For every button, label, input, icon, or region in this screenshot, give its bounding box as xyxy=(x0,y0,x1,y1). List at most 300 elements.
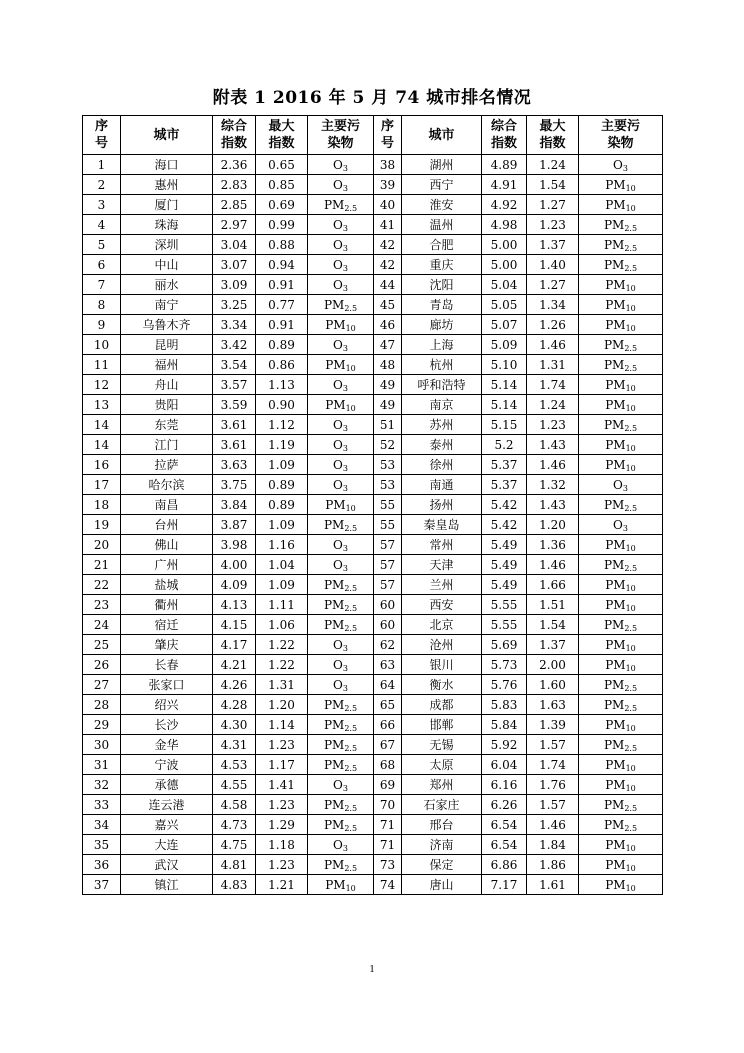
cell-pollutant-right xyxy=(579,155,663,175)
cell-composite-right: 4.89 xyxy=(482,155,527,175)
cell-composite-left: 3.57 xyxy=(213,375,256,395)
cell-composite-right: 7.17 xyxy=(482,875,527,895)
cell-composite-right: 5.83 xyxy=(482,695,527,715)
cell-composite-left: 3.54 xyxy=(213,355,256,375)
cell-city-right: 北京 xyxy=(402,615,482,635)
cell-max-left: 1.11 xyxy=(256,595,308,615)
cell-city-left: 武汉 xyxy=(121,855,213,875)
cell-max-right: 1.20 xyxy=(527,515,579,535)
cell-seq-right: 42 xyxy=(374,235,402,255)
cell-composite-left: 2.36 xyxy=(213,155,256,175)
cell-composite-right: 5.14 xyxy=(482,395,527,415)
cell-max-left: 1.18 xyxy=(256,835,308,855)
cell-composite-right: 5.00 xyxy=(482,255,527,275)
pollutant-subscript: 3 xyxy=(342,843,348,853)
cell-composite-right: 5.2 xyxy=(482,435,527,455)
cell-max-left: 0.89 xyxy=(256,335,308,355)
cell-max-right: 1.63 xyxy=(527,695,579,715)
cell-pollutant-left xyxy=(308,295,374,315)
cell-composite-left: 2.97 xyxy=(213,215,256,235)
cell-seq-left: 16 xyxy=(83,455,121,475)
table-row xyxy=(83,755,663,775)
cell-city-right: 徐州 xyxy=(402,455,482,475)
cell-pollutant-right xyxy=(579,575,663,595)
cell-max-left: 0.91 xyxy=(256,275,308,295)
cell-max-right: 1.46 xyxy=(527,815,579,835)
pollutant-base: O xyxy=(613,477,623,492)
cell-city-left: 张家口 xyxy=(121,675,213,695)
pollutant-base: O xyxy=(333,557,343,572)
cell-composite-right: 5.55 xyxy=(482,615,527,635)
header-pollutant-left: 主要污 染物 xyxy=(308,116,374,155)
cell-city-left: 嘉兴 xyxy=(121,815,213,835)
pollutant-base: PM xyxy=(605,457,626,472)
pollutant-base: PM xyxy=(603,737,625,752)
pollutant-subscript: 10 xyxy=(625,763,636,773)
cell-pollutant-right xyxy=(579,435,663,455)
cell-max-right: 1.54 xyxy=(527,175,579,195)
pollutant-subscript: 2.5 xyxy=(344,623,358,633)
cell-composite-left: 3.98 xyxy=(213,535,256,555)
cell-composite-right: 5.05 xyxy=(482,295,527,315)
cell-seq-left: 7 xyxy=(83,275,121,295)
cell-max-right: 1.57 xyxy=(527,735,579,755)
pollutant-subscript: 3 xyxy=(342,543,348,553)
cell-pollutant-left xyxy=(308,715,374,735)
cell-seq-right: 49 xyxy=(374,375,402,395)
cell-pollutant-right xyxy=(579,795,663,815)
cell-city-left: 绍兴 xyxy=(121,695,213,715)
pollutant-base: O xyxy=(333,377,343,392)
cell-seq-left: 14 xyxy=(83,435,121,455)
pollutant-subscript: 3 xyxy=(342,243,348,253)
cell-pollutant-left xyxy=(308,655,374,675)
cell-max-left: 1.09 xyxy=(256,455,308,475)
cell-composite-left: 4.30 xyxy=(213,715,256,735)
cell-city-right: 沈阳 xyxy=(402,275,482,295)
cell-city-right: 上海 xyxy=(402,335,482,355)
pollutant-subscript: 2.5 xyxy=(344,823,358,833)
pollutant-base: PM xyxy=(605,597,626,612)
cell-max-left: 1.22 xyxy=(256,655,308,675)
header-composite-right: 综合 指数 xyxy=(482,116,527,155)
cell-max-right: 1.34 xyxy=(527,295,579,315)
pollutant-subscript: 10 xyxy=(625,863,636,873)
pollutant-subscript: 2.5 xyxy=(344,863,358,873)
cell-seq-left: 23 xyxy=(83,595,121,615)
cell-max-right: 1.36 xyxy=(527,535,579,555)
pollutant-base: PM xyxy=(323,857,345,872)
cell-pollutant-right xyxy=(579,595,663,615)
cell-max-left: 1.19 xyxy=(256,435,308,455)
cell-seq-right: 48 xyxy=(374,355,402,375)
cell-seq-right: 47 xyxy=(374,335,402,355)
cell-seq-left: 13 xyxy=(83,395,121,415)
cell-pollutant-right xyxy=(579,335,663,355)
pollutant-base: PM xyxy=(325,497,346,512)
cell-pollutant-right xyxy=(579,615,663,635)
table-row xyxy=(83,835,663,855)
cell-max-right: 1.46 xyxy=(527,455,579,475)
cell-composite-left: 4.26 xyxy=(213,675,256,695)
pollutant-base: PM xyxy=(323,817,345,832)
cell-city-left: 江门 xyxy=(121,435,213,455)
pollutant-base: O xyxy=(333,217,343,232)
table-row xyxy=(83,695,663,715)
cell-pollutant-left xyxy=(308,835,374,855)
table-row xyxy=(83,515,663,535)
pollutant-base: PM xyxy=(605,637,626,652)
cell-seq-left: 19 xyxy=(83,515,121,535)
pollutant-subscript: 10 xyxy=(625,783,636,793)
cell-city-left: 惠州 xyxy=(121,175,213,195)
cell-max-left: 1.29 xyxy=(256,815,308,835)
cell-city-left: 贵阳 xyxy=(121,395,213,415)
pollutant-base: PM xyxy=(325,357,346,372)
cell-city-left: 连云港 xyxy=(121,795,213,815)
pollutant-base: PM xyxy=(603,417,625,432)
pollutant-subscript: 2.5 xyxy=(344,723,358,733)
pollutant-subscript: 3 xyxy=(342,483,348,493)
cell-pollutant-right xyxy=(579,275,663,295)
cell-pollutant-left xyxy=(308,515,374,535)
cell-max-left: 1.12 xyxy=(256,415,308,435)
cell-city-left: 厦门 xyxy=(121,195,213,215)
pollutant-base: O xyxy=(613,517,623,532)
cell-composite-left: 3.61 xyxy=(213,415,256,435)
cell-pollutant-left xyxy=(308,615,374,635)
cell-pollutant-left xyxy=(308,495,374,515)
header-row xyxy=(83,116,663,155)
cell-city-right: 湖州 xyxy=(402,155,482,175)
pollutant-base: PM xyxy=(603,617,625,632)
cell-seq-right: 57 xyxy=(374,575,402,595)
cell-pollutant-right xyxy=(579,255,663,275)
cell-max-left: 0.90 xyxy=(256,395,308,415)
pollutant-base: O xyxy=(333,257,343,272)
header-max-left: 最大 指数 xyxy=(256,116,308,155)
cell-pollutant-left xyxy=(308,675,374,695)
cell-max-left: 1.09 xyxy=(256,575,308,595)
pollutant-base: PM xyxy=(605,757,626,772)
pollutant-subscript: 2.5 xyxy=(344,703,358,713)
cell-composite-left: 4.09 xyxy=(213,575,256,595)
cell-pollutant-right xyxy=(579,195,663,215)
table-row xyxy=(83,735,663,755)
cell-composite-right: 5.73 xyxy=(482,655,527,675)
pollutant-base: PM xyxy=(325,317,346,332)
table-row xyxy=(83,215,663,235)
cell-seq-right: 66 xyxy=(374,715,402,735)
cell-city-right: 青岛 xyxy=(402,295,482,315)
cell-composite-right: 5.42 xyxy=(482,515,527,535)
table-row xyxy=(83,295,663,315)
cell-composite-right: 5.14 xyxy=(482,375,527,395)
cell-seq-left: 37 xyxy=(83,875,121,895)
cell-composite-right: 5.55 xyxy=(482,595,527,615)
cell-max-right: 1.46 xyxy=(527,555,579,575)
cell-city-right: 无锡 xyxy=(402,735,482,755)
cell-composite-right: 5.42 xyxy=(482,495,527,515)
pollutant-subscript: 2.5 xyxy=(624,363,638,373)
cell-composite-left: 3.04 xyxy=(213,235,256,255)
cell-max-right: 1.32 xyxy=(527,475,579,495)
cell-pollutant-right xyxy=(579,175,663,195)
cell-city-right: 郑州 xyxy=(402,775,482,795)
pollutant-base: O xyxy=(333,477,343,492)
pollutant-base: PM xyxy=(603,337,625,352)
pollutant-base: O xyxy=(613,157,623,172)
cell-composite-left: 4.75 xyxy=(213,835,256,855)
cell-pollutant-left xyxy=(308,775,374,795)
cell-seq-right: 74 xyxy=(374,875,402,895)
table-row xyxy=(83,355,663,375)
cell-city-right: 天津 xyxy=(402,555,482,575)
cell-city-right: 太原 xyxy=(402,755,482,775)
cell-city-left: 承德 xyxy=(121,775,213,795)
table-row xyxy=(83,495,663,515)
pollutant-subscript: 10 xyxy=(625,883,636,893)
cell-city-left: 丽水 xyxy=(121,275,213,295)
pollutant-subscript: 3 xyxy=(622,523,628,533)
cell-seq-right: 63 xyxy=(374,655,402,675)
cell-seq-right: 65 xyxy=(374,695,402,715)
header-city-right: 城市 xyxy=(402,116,482,155)
cell-composite-left: 4.21 xyxy=(213,655,256,675)
cell-composite-right: 4.92 xyxy=(482,195,527,215)
cell-pollutant-left xyxy=(308,815,374,835)
pollutant-base: PM xyxy=(323,717,345,732)
cell-pollutant-right xyxy=(579,775,663,795)
pollutant-base: PM xyxy=(323,737,345,752)
pollutant-subscript: 3 xyxy=(342,343,348,353)
pollutant-base: PM xyxy=(323,617,345,632)
cell-seq-right: 69 xyxy=(374,775,402,795)
cell-max-right: 1.46 xyxy=(527,335,579,355)
cell-max-right: 1.84 xyxy=(527,835,579,855)
cell-composite-right: 5.37 xyxy=(482,475,527,495)
header-composite-left: 综合 指数 xyxy=(213,116,256,155)
pollutant-subscript: 3 xyxy=(342,263,348,273)
cell-city-left: 盐城 xyxy=(121,575,213,595)
pollutant-base: PM xyxy=(605,877,626,892)
cell-max-right: 1.39 xyxy=(527,715,579,735)
pollutant-base: PM xyxy=(605,377,626,392)
cell-pollutant-left xyxy=(308,375,374,395)
table-row xyxy=(83,195,663,215)
pollutant-base: PM xyxy=(605,777,626,792)
cell-max-right: 2.00 xyxy=(527,655,579,675)
table-row xyxy=(83,415,663,435)
cell-city-left: 拉萨 xyxy=(121,455,213,475)
pollutant-subscript: 10 xyxy=(625,183,636,193)
cell-city-right: 苏州 xyxy=(402,415,482,435)
pollutant-subscript: 2.5 xyxy=(344,763,358,773)
cell-city-left: 金华 xyxy=(121,735,213,755)
pollutant-subscript: 2.5 xyxy=(624,503,638,513)
pollutant-base: O xyxy=(333,237,343,252)
table-row xyxy=(83,275,663,295)
cell-pollutant-right xyxy=(579,635,663,655)
pollutant-base: PM xyxy=(603,237,625,252)
pollutant-base: O xyxy=(333,417,343,432)
pollutant-base: O xyxy=(333,177,343,192)
cell-seq-left: 36 xyxy=(83,855,121,875)
cell-max-left: 1.13 xyxy=(256,375,308,395)
cell-composite-left: 4.58 xyxy=(213,795,256,815)
cell-pollutant-left xyxy=(308,855,374,875)
header-max-right: 最大 指数 xyxy=(527,116,579,155)
pollutant-subscript: 2.5 xyxy=(344,803,358,813)
pollutant-subscript: 2.5 xyxy=(624,803,638,813)
cell-max-left: 1.04 xyxy=(256,555,308,575)
cell-pollutant-left xyxy=(308,215,374,235)
cell-city-right: 合肥 xyxy=(402,235,482,255)
cell-max-right: 1.27 xyxy=(527,195,579,215)
cell-city-left: 哈尔滨 xyxy=(121,475,213,495)
cell-composite-right: 6.54 xyxy=(482,835,527,855)
pollutant-subscript: 2.5 xyxy=(344,743,358,753)
cell-pollutant-left xyxy=(308,475,374,495)
table-row xyxy=(83,595,663,615)
cell-max-left: 1.14 xyxy=(256,715,308,735)
cell-seq-left: 32 xyxy=(83,775,121,795)
cell-composite-left: 4.15 xyxy=(213,615,256,635)
cell-seq-right: 57 xyxy=(374,535,402,555)
cell-max-right: 1.37 xyxy=(527,235,579,255)
cell-max-right: 1.31 xyxy=(527,355,579,375)
cell-composite-left: 3.42 xyxy=(213,335,256,355)
cell-pollutant-right xyxy=(579,375,663,395)
cell-composite-left: 3.59 xyxy=(213,395,256,415)
cell-seq-right: 57 xyxy=(374,555,402,575)
pollutant-subscript: 10 xyxy=(345,883,356,893)
cell-city-left: 大连 xyxy=(121,835,213,855)
cell-pollutant-left xyxy=(308,335,374,355)
cell-pollutant-right xyxy=(579,875,663,895)
pollutant-subscript: 3 xyxy=(342,423,348,433)
cell-pollutant-right xyxy=(579,455,663,475)
pollutant-subscript: 3 xyxy=(342,183,348,193)
pollutant-subscript: 10 xyxy=(345,503,356,513)
cell-max-right: 1.43 xyxy=(527,495,579,515)
cell-seq-left: 20 xyxy=(83,535,121,555)
cell-pollutant-left xyxy=(308,395,374,415)
cell-seq-right: 67 xyxy=(374,735,402,755)
cell-pollutant-left xyxy=(308,595,374,615)
pollutant-base: PM xyxy=(325,397,346,412)
cell-city-left: 镇江 xyxy=(121,875,213,895)
cell-max-right: 1.51 xyxy=(527,595,579,615)
pollutant-base: O xyxy=(333,637,343,652)
cell-pollutant-right xyxy=(579,495,663,515)
cell-seq-right: 52 xyxy=(374,435,402,455)
pollutant-subscript: 10 xyxy=(625,603,636,613)
pollutant-base: PM xyxy=(603,217,625,232)
pollutant-subscript: 10 xyxy=(625,383,636,393)
cell-max-left: 0.94 xyxy=(256,255,308,275)
cell-max-left: 0.86 xyxy=(256,355,308,375)
cell-city-right: 唐山 xyxy=(402,875,482,895)
cell-max-right: 1.23 xyxy=(527,415,579,435)
cell-pollutant-left xyxy=(308,195,374,215)
pollutant-subscript: 3 xyxy=(342,783,348,793)
cell-city-left: 乌鲁木齐 xyxy=(121,315,213,335)
cell-max-right: 1.40 xyxy=(527,255,579,275)
cell-max-right: 1.74 xyxy=(527,755,579,775)
pollutant-subscript: 3 xyxy=(342,163,348,173)
cell-city-right: 泰州 xyxy=(402,435,482,455)
cell-composite-right: 5.49 xyxy=(482,555,527,575)
cell-max-left: 0.88 xyxy=(256,235,308,255)
pollutant-base: PM xyxy=(603,497,625,512)
cell-city-right: 呼和浩特 xyxy=(402,375,482,395)
cell-composite-right: 5.09 xyxy=(482,335,527,355)
pollutant-base: PM xyxy=(603,817,625,832)
table-row xyxy=(83,235,663,255)
table-row xyxy=(83,155,663,175)
pollutant-subscript: 3 xyxy=(342,683,348,693)
pollutant-base: PM xyxy=(603,797,625,812)
pollutant-base: O xyxy=(333,657,343,672)
pollutant-base: O xyxy=(333,457,343,472)
pollutant-subscript: 10 xyxy=(625,543,636,553)
pollutant-base: PM xyxy=(605,297,626,312)
pollutant-base: O xyxy=(333,677,343,692)
cell-city-left: 南昌 xyxy=(121,495,213,515)
cell-pollutant-left xyxy=(308,555,374,575)
cell-pollutant-left xyxy=(308,795,374,815)
page-number: 1 xyxy=(369,963,375,975)
table-row xyxy=(83,435,663,455)
table-row xyxy=(83,375,663,395)
cell-pollutant-left xyxy=(308,695,374,715)
pollutant-subscript: 10 xyxy=(625,723,636,733)
table-body xyxy=(83,155,663,895)
table-row xyxy=(83,855,663,875)
pollutant-subscript: 2.5 xyxy=(344,583,358,593)
pollutant-base: PM xyxy=(605,577,626,592)
cell-max-left: 1.23 xyxy=(256,735,308,755)
cell-city-right: 衡水 xyxy=(402,675,482,695)
table-row xyxy=(83,775,663,795)
pollutant-subscript: 3 xyxy=(342,463,348,473)
cell-city-right: 温州 xyxy=(402,215,482,235)
table-row xyxy=(83,575,663,595)
header-city-left: 城市 xyxy=(121,116,213,155)
cell-seq-left: 22 xyxy=(83,575,121,595)
pollutant-base: O xyxy=(333,837,343,852)
pollutant-subscript: 2.5 xyxy=(344,303,358,313)
cell-max-left: 1.22 xyxy=(256,635,308,655)
cell-max-left: 1.06 xyxy=(256,615,308,635)
pollutant-subscript: 3 xyxy=(342,563,348,573)
cell-seq-left: 2 xyxy=(83,175,121,195)
cell-seq-left: 9 xyxy=(83,315,121,335)
cell-seq-right: 38 xyxy=(374,155,402,175)
cell-city-left: 长春 xyxy=(121,655,213,675)
cell-max-right: 1.43 xyxy=(527,435,579,455)
cell-seq-right: 42 xyxy=(374,255,402,275)
cell-pollutant-right xyxy=(579,535,663,555)
cell-city-left: 中山 xyxy=(121,255,213,275)
cell-composite-right: 5.49 xyxy=(482,575,527,595)
cell-composite-right: 5.92 xyxy=(482,735,527,755)
cell-max-right: 1.24 xyxy=(527,395,579,415)
pollutant-subscript: 10 xyxy=(625,843,636,853)
pollutant-base: PM xyxy=(605,717,626,732)
cell-city-right: 扬州 xyxy=(402,495,482,515)
